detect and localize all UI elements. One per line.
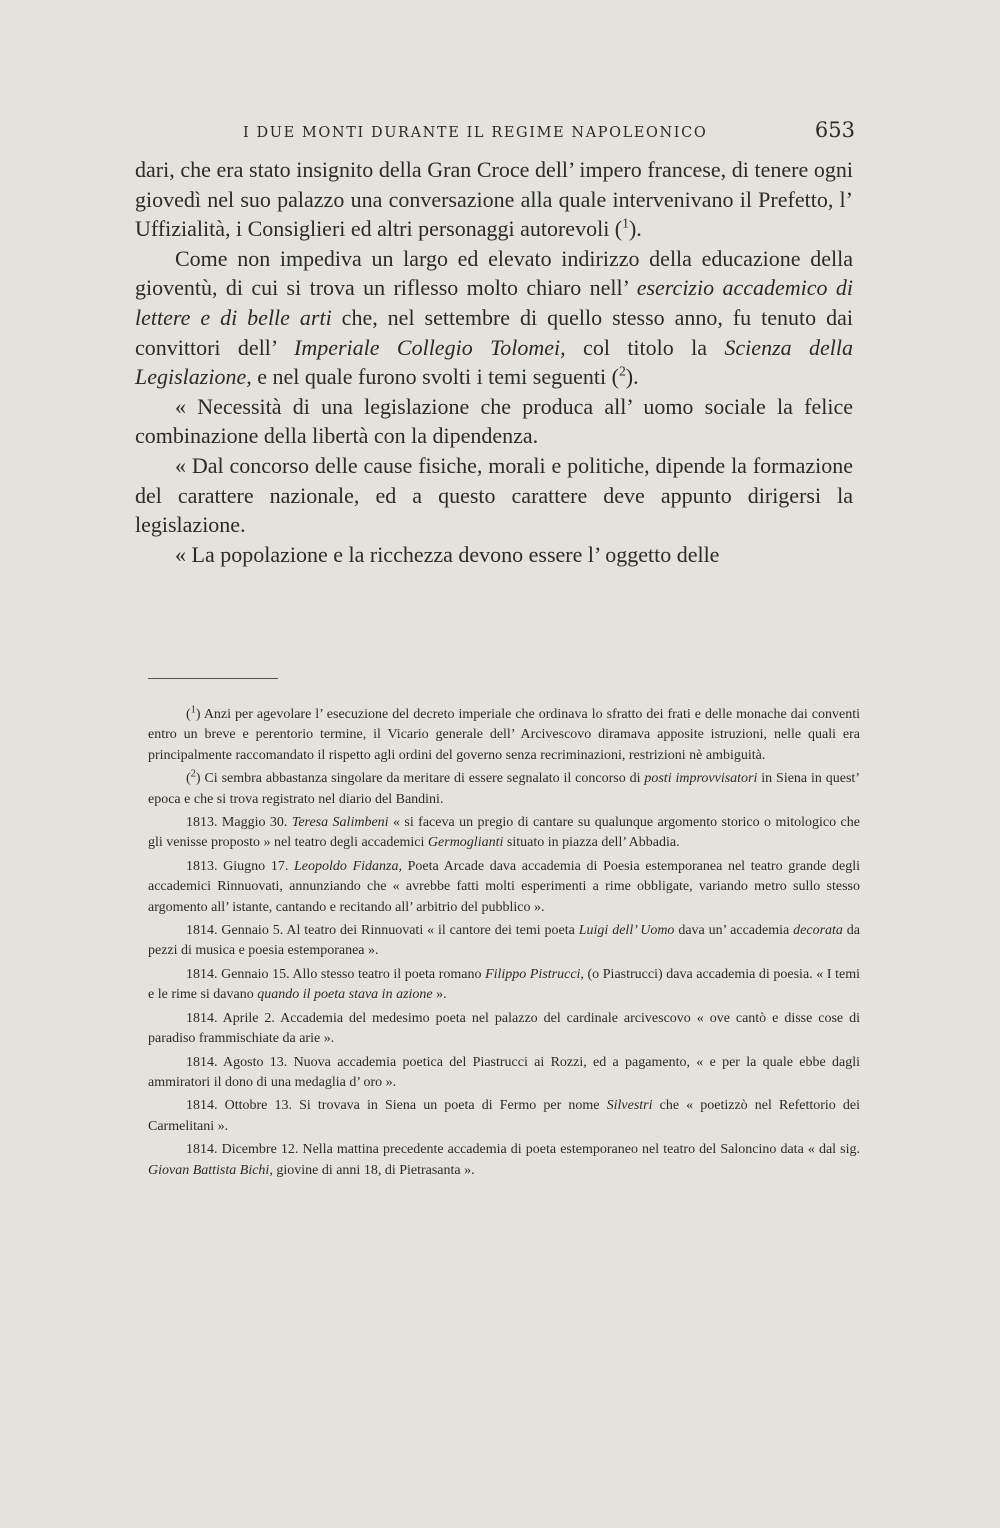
paragraph: dari, che era stato insignito della Gran Croce dell’ impero francese, di tenere ogni giovedì nel suo palazzo una conversazione alla quale intervenivano il Prefetto, l’ Uffizialità, i Consiglieri ed altri personaggi autorevoli ($^1$). (135, 157, 853, 242)
diary-entry: 1814. Aprile 2. Accademia del medesimo poeta nel palazzo del cardinale arcivescovo « ove cantò e disse cose di paradiso frammischiate da arie ». (148, 1010, 860, 1047)
diary-entry: 1814. Agosto 13. Nuova accademia poetica del Piastrucci ai Rozzi, ed a pagamento, « e per la quale ebbe dagli ammiratori il dono di una medaglia d’ oro ». (148, 1054, 860, 1090)
footnote-2: ($^2$) Ci sembra abbastanza singolare da meritare di essere segnalato il concorso di posti improvvisatori in Siena in quest’ epoca e che si trova registrato nel diario del Bandini. (148, 768, 860, 807)
main-text (135, 155, 853, 569)
footnote-ref[interactable]: 2 (618, 363, 626, 379)
page-number: 653 (814, 118, 855, 142)
diary-entry: 1814. Gennaio 5. Al teatro dei Rinnuovati « il cantore dei temi poeta Luigi dell’ Uomo dava un’ accademia decorata da pezzi di musica e poesia estemporanea ». (148, 923, 861, 959)
footnote-ref[interactable]: 1 (622, 215, 629, 231)
quote-paragraph: « Necessità di una legislazione che produca all’ uomo sociale la felice combinazione della libertà con la dipendenza. (135, 393, 853, 449)
quote-paragraph: « Dal concorso delle cause fisiche, morali e politiche, dipende la formazione del carattere nazionale, ed a questo carattere deve appunto dirigersi la legislazione. (135, 452, 853, 538)
diary-entry: 1814. Gennaio 15. Allo stesso teatro il poeta romano Filippo Pistrucci, (o Piastrucci) dava accademia di poesia. « I temi e le rime si davano quando il poeta stava in azione ». (148, 966, 860, 1003)
paragraph: Come non impediva un largo ed elevato indirizzo della educazione della gioventù, di cui si trova un riflesso molto chiaro nell’ esercizio accademico di lettere e di belle arti che, nel settembre di quello stesso anno, fu tenuto dai convittori dell’ Imperiale Collegio Tolomei, col titolo la Scienza della Legislazione, e nel quale furono svolti i temi seguenti ($^2$). (135, 245, 854, 390)
diary-entry: 1814. Dicembre 12. Nella mattina precedente accademia di poeta estemporaneo nel teatro del Saloncino data « dal sig. Giovan Battista Bichi, giovine di anni 18, di Pietrasanta ». (148, 1142, 860, 1178)
footnote-1: ($^1$) Anzi per agevolare l’ esecuzione del decreto imperiale che ordinava lo sfratto dei frati e delle monache dai conventi entro un breve e perentorio termine, il Vicario generale dell’ Arcivescovo diramava apposite istruzioni, nelle quali era principalmente raccomandato il rispetto agli ordini del governo senza recriminazioni, restrizioni nè ambiguità. (148, 704, 860, 763)
quote-paragraph: « La popolazione e la ricchezza devono essere l’ oggetto delle (175, 541, 720, 567)
footnotes (148, 705, 860, 1184)
diary-entry: 1813. Maggio 30. Teresa Salimbeni « si faceva un pregio di cantare su qualunque argomento storico o mitologico che gli venisse proposto » nel teatro degli accademici Germoglianti situato in piazza dell’ Abbadia. (148, 815, 860, 851)
diary-entry: 1814. Ottobre 13. Si trovava in Siena un poeta di Fermo per nome Silvestri che « poetizzò nel Refettorio dei Carmelitani ». (148, 1098, 860, 1134)
page-header (135, 118, 855, 142)
diary-entry: 1813. Giugno 17. Leopoldo Fidanza, Poeta Arcade dava accademia di Poesia estemporanea nel teatro grande degli accademici Rinnuovati, annunziando che « avrebbe fatti molti esperimenti a rime obbligate, variando metro sullo stesso argomento all’ istante, cantando e recitando all’ arbitrio del pubblico ». (148, 858, 861, 915)
footnote-divider (148, 678, 278, 679)
running-title: I DUE MONTI DURANTE IL REGIME NAPOLEONICO (243, 125, 708, 141)
